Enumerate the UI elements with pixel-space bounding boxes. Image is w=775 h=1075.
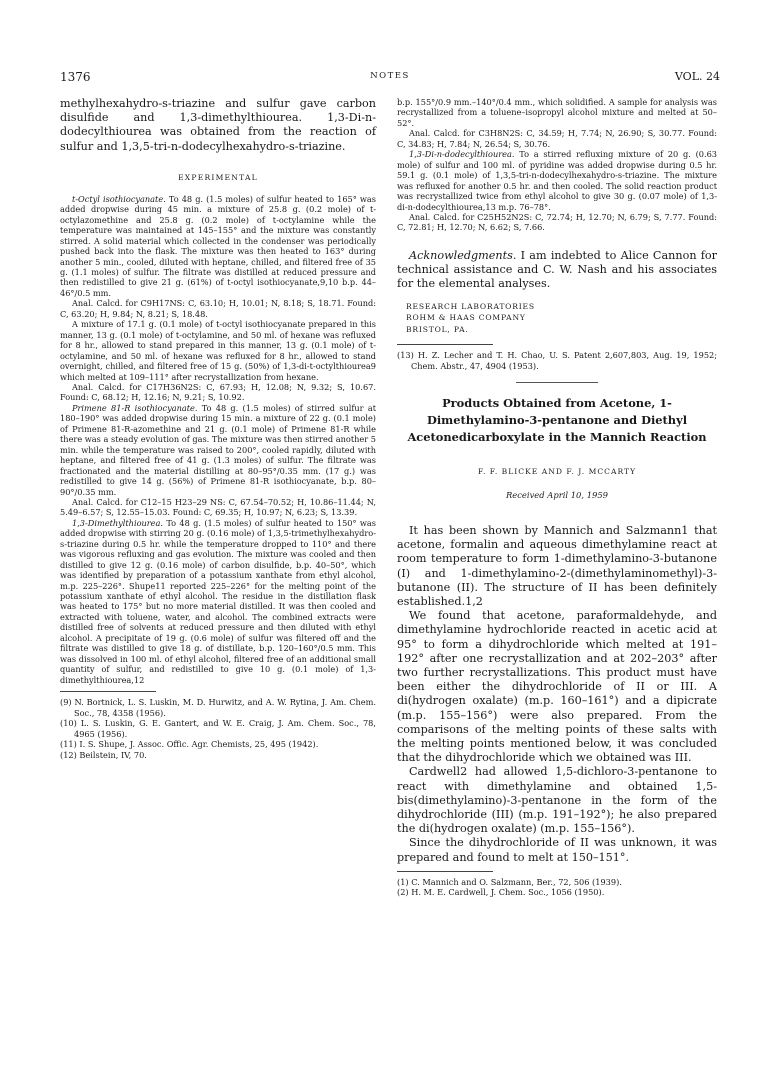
- footnote: (13) H. Z. Lecher and T. H. Chao, U. S. Patent 2,607,803, Aug. 19, 1952; Chem. Abstr., 47, 4904 (1953).: [397, 350, 717, 371]
- footnote: (12) Beilstein, IV, 70.: [60, 749, 147, 760]
- footnote: (9) N. Bortnick, L. S. Luskin, M. D. Hurwitz, and A. W. Rytina, J. Am. Chem. Soc., 78, 4358 (1956).: [60, 697, 376, 718]
- primene-paragraph: [60, 403, 376, 497]
- address-line: ROHM & HAAS COMPANY: [406, 313, 526, 322]
- article-title: Products Obtained from Acetone, 1-Dimethylamino-3-pentanone and Diethyl Acetonedicarboxylate in the Mannich Reaction: [407, 396, 707, 444]
- address-line: RESEARCH LABORATORIES: [406, 301, 535, 311]
- paragraph-text: To 48 g. (1.5 moles) of sulfur heated to 150° was added dropwise with stirring 20 g. (0.16 mole) of 1,3,5-trimethylhexahydro-s-triazine during 0.5 hr. while the temperature dropped to 110° and there was vigorous refluxing and gas evolution. The mixture was cooled and then distilled to give 12 g. (0.16 mole) of carbon disulfide, b.p. 40–50°, which was identified by preparation of a potassium xanthate from ethyl alcohol, m.p. 225–226°. Shupe11 reported 225–226° for the melting point of the potassium xanthate of ethyl alcohol. The residue in the distillation flask was heated to 175° but no more material distilled. It was then cooled and extracted with toluene, water, and alcohol. The combined extracts were distilled free of solvents at reduced pressure and then diluted with ethyl alcohol. A precipitate of 19 g. (0.6 mole) of sulfur was filtered off and the filtrate was distilled to give 18 g. of distillate, b.p. 120–160°/0.5 mm. This was dissolved in 100 ml. of ethyl alcohol, filtered free of an additional small quantity of sulfur, and redistilled to give 10 g. (0.1 mole) of 1,3-dimethylthiourea,12: [60, 517, 376, 685]
- paragraph-label: 1,3-Di-n-dodecylthiourea.: [409, 149, 515, 160]
- body-paragraph: Cardwell2 had allowed 1,5-dichloro-3-pentanone to react with dimethylamine and obtained 1,5-bis(dimethylamino)-3-pentanone in the form of the dihydrochloride (III) (m.p. 191–192°); he also prepared the di(hydrogen oxalate) (m.p. 155–156°).: [397, 765, 717, 836]
- address-line: BRISTOL, PA.: [406, 324, 469, 334]
- intro-paragraph: methylhexahydro-s-triazine and sulfur gave carbon disulfide and 1,3-dimethylthiourea. 1,3-Di-n-dodecylthiourea was obtained from the reaction of sulfur and 1,3,5-tri-n-dodecylhexahydro-s-triazine.: [60, 97, 376, 153]
- analysis-line: Anal. Calcd. for C12–15 H23–29 NS: C, 67.54–70.52; H, 10.86–11.44; N, 5.49–6.57; S, 12.55–15.03. Found: C, 69.35; H, 10.97; N, 6.23; S, 13.39.: [60, 496, 376, 518]
- analysis-line: Anal. Calcd. for C9H17NS: C, 63.10; H, 10.01; N, 8.18; S, 18.71. Found: C, 63.20; H, 9.84; N, 8.21; S, 18.48.: [60, 298, 376, 319]
- received-date: Received April 10, 1959: [505, 490, 609, 500]
- left-column: [60, 97, 376, 760]
- analysis-line: Anal. Calcd. for C17H36N2S: C, 67.93; H, 12.08; N, 9.32; S, 10.67. Found: C, 68.12; H, 12.16; N, 9.21; S, 10.92.: [60, 381, 376, 403]
- right-column: [397, 97, 717, 898]
- analysis-line: Anal. Calcd. for C3H8N2S: C, 34.59; H, 7.74; N, 26.90; S, 30.77. Found: C, 34.83; H, 7.84; N, 26.54; S, 30.76.: [397, 128, 717, 149]
- footnote: (10) L. S. Luskin, G. E. Gantert, and W. E. Craig, J. Am. Chem. Soc., 78, 4965 (1956).: [60, 718, 376, 739]
- footnote: (2) H. M. E. Cardwell, J. Chem. Soc., 1056 (1950).: [397, 887, 605, 898]
- continued-text: b.p. 155°/0.9 mm.–140°/0.4 mm., which solidified. A sample for analysis was recrystallized from a toluene–isopropyl alcohol mixture and melted at 50–52°.: [397, 97, 717, 128]
- paragraph-text: To 48 g. (1.5 moles) of stirred sulfur at 180–190° was added dropwise during 15 min. a mixture of 22 g. (0.1 mole) of Primene 81-R-azomethine and 21 g. (0.1 mole) of Primene 81-R while there was a steady evolution of gas. The mixture was then stirred another 5 min. while the temperature was raised to 200°, cooled rapidly, diluted with heptane, and filtered free of 41 g. (1.3 moles) of sulfur. The filtrate was fractionated and the material distilling at 80–95°/0.35 mm. (17 g.) was redistilled to give 14 g. (56%) of Primene 81-R isothiocyanate, b.p. 80–90°/0.35 mm.: [60, 402, 376, 497]
- running-header: [60, 70, 720, 86]
- footnote: (11) I. S. Shupe, J. Assoc. Offic. Agr. Chemists, 25, 495 (1942).: [60, 739, 319, 750]
- volume-label: VOL. 24: [674, 70, 720, 83]
- dodecylthiourea-paragraph: [397, 149, 717, 212]
- dimethylthiourea-paragraph: [60, 518, 376, 685]
- ack-text: I am indebted to Alice Cannon for technical assistance and C. W. Nash and his associates for the elemental analyses.: [397, 248, 717, 291]
- section-name: NOTES: [370, 71, 410, 81]
- body-paragraph: It has been shown by Mannich and Salzmann1 that acetone, formalin and aqueous dimethylamine react at room temperature to form 1-dimethylamino-3-butanone (I) and 1-dimethylamino-2-(dimethylaminomethyl)-3-butanone (II). The structure of II has been definitely established.1,2: [397, 524, 717, 609]
- body-paragraph: We found that acetone, paraformaldehyde, and dimethylamine hydrochloride reacted in acetic acid at 95° to form a dihydrochloride which melted at 191–192° after one recrystallization and at 202–203° after two further recrystallizations. This product must have been either the dihydrochloride of II or III. A di(hydrogen oxalate) (m.p. 160–161°) and a dipicrate (m.p. 155–156°) were also prepared. From the comparisons of the melting points of these salts with the melting points mentioned below, it was concluded that the dihydrochloride which we obtained was III.: [397, 609, 717, 765]
- footnote: (1) C. Mannich and O. Salzmann, Ber., 72, 506 (1939).: [397, 876, 622, 887]
- analysis-line: Anal. Calcd. for C25H52N2S: C, 72.74; H, 12.70; N, 6.79; S, 7.77. Found: C, 72.81; H, 12.70; N, 6.62; S, 7.66.: [397, 211, 717, 233]
- article-authors: F. F. BLICKE AND F. J. MCCARTY: [477, 467, 637, 476]
- ack-label: Acknowledgments.: [409, 248, 517, 262]
- paragraph-label: 1,3-Dimethylthiourea.: [72, 517, 164, 528]
- paragraph-label: t-Octyl isothiocyanate.: [72, 193, 166, 204]
- octyl-isothiocyanate-paragraph: [60, 194, 376, 299]
- experimental-heading: EXPERIMENTAL: [178, 172, 258, 182]
- paragraph-label: Primene 81-R isothiocyanate.: [72, 402, 198, 413]
- paragraph-text: To 48 g. (1.5 moles) of sulfur heated to 165° was added dropwise during 45 min. a mixture of 25.8 g. (0.2 mole) of t-octylazomethine and 25.8 g. (0.2 mole) of t-octylamine while the temperature was maintained at 145–155° and the mixture was constantly stirred. A solid material which collected in the condenser was periodically pushed back into the flask. The mixture was then heated to 163° during another 5 min., cooled, diluted with heptane, chilled, and filtered free of 35 g. (1.1 moles) of sulfur. The filtrate was distilled at reduced pressure and then redistilled to give 21 g. (61%) of t-octyl isothiocyanate,9,10 b.p. 44–46°/0.5 mm.: [60, 193, 377, 298]
- footnote-rule: [397, 871, 493, 872]
- thiourea-paragraph: A mixture of 17.1 g. (0.1 mole) of t-octyl isothiocyanate prepared in this manner, 13 g. (0.1 mole) of t-octylamine, and 50 ml. of hexane was refluxed for 8 hr., allowed to stand prepared in this manner, 13 g. (0.1 mole) of t-octylamine, and 50 ml. of hexane was refluxed for 8 hr., allowed to stand overnight, chilled, and filtered free of 15 g. (50%) of 1,3-di-t-octylthiourea9 which melted at 109–111° after recrystallization from hexane.: [60, 319, 376, 382]
- footnote-rule: [397, 344, 493, 345]
- article-separator: [516, 382, 598, 383]
- acknowledgments: [397, 249, 717, 292]
- footnote-rule: [60, 691, 156, 692]
- body-paragraph: Since the dihydrochloride of II was unknown, it was prepared and found to melt at 150–151°.: [397, 836, 717, 864]
- paragraph-text: To a stirred refluxing mixture of 20 g. (0.63 mole) of sulfur and 100 ml. of pyridine was added dropwise during 0.5 hr. 59.1 g. (0.1 mole) of 1,3,5-tri-n-dodecylhexahydro-s-triazine. The mixture was refluxed for another 0.5 hr. and then cooled. The solid reaction product was recrystallized twice from ethyl alcohol to give 30 g. (0.07 mole) of 1,3-di-n-dodecylthiourea,13 m.p. 76–78°.: [397, 149, 717, 212]
- page-number: 1376: [60, 70, 91, 84]
- author-address: [406, 301, 717, 336]
